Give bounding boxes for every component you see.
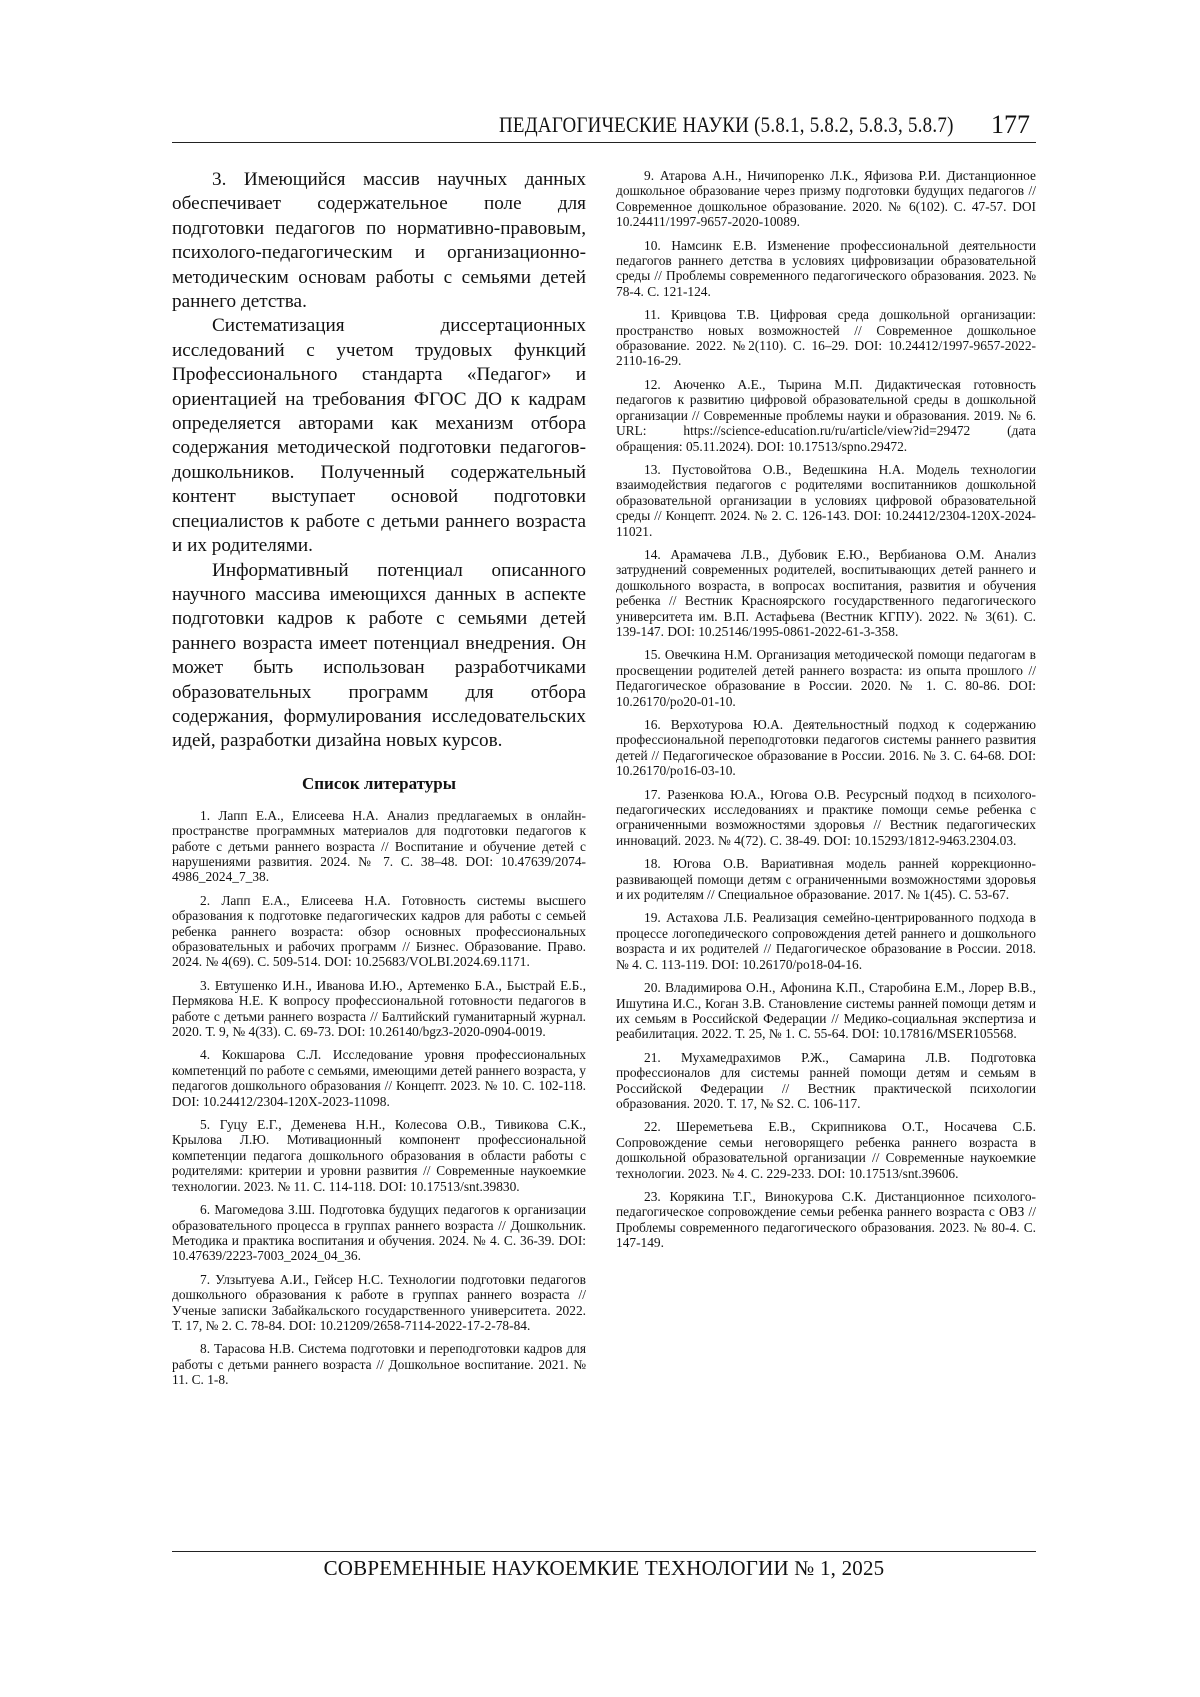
reference-item: 7. Улзытуева А.И., Гейсер Н.С. Технологии подготовки педагогов дошкольного образования к работе в группах раннего возраста // Ученые записки Забайкальского государственного университета. 2022. Т. 17, № 2. С. 78-84. DOI: 10.21209/2658-7114-2022-17-2-78-84. <box>172 1271 586 1333</box>
reference-item: 17. Разенкова Ю.А., Югова О.В. Ресурсный подход в психолого-педагогических исследованиях и практике помощи семье ребенка с ограниченными возможностями здоровья // Вестник педагогических инноваций. 2023. № 4(72). С. 38-49. DOI: 10.15293/1812-9463.2304.03. <box>616 786 1036 848</box>
reference-item: 19. Астахова Л.Б. Реализация семейно-центрированного подхода в процессе логопедического сопровождения детей раннего и дошкольного возраста и их родителей // Педагогическое образование в России. 2018. № 4. С. 113-119. DOI: 10.26170/po18-04-16. <box>616 910 1036 972</box>
reference-item: 6. Магомедова З.Ш. Подготовка будущих педагогов к организации образовательного процесса в группах раннего возраста // Дошкольник. Методика и практика воспитания и обучения. 2024. № 4. С. 36-39. DOI: 10.47639/2223-7003_2024_04_36. <box>172 1202 586 1264</box>
body-paragraph: Информативный потенциал описанного научного массива имеющихся данных в аспекте подготовки кадров к работе с семьями детей раннего возраста имеет потенциал внедрения. Он может быть использован разработчиками образовательных программ для отбора содержания, формулирования исследовательских идей, разработки дизайна новых курсов. <box>172 559 586 752</box>
reference-item: 13. Пустовойтова О.В., Ведешкина Н.А. Модель технологии взаимодействия педагогов с родителями воспитанников дошкольной образовательной организации в условиях цифровой образовательной среды // Концепт. 2024. № 2. С. 126-143. DOI: 10.24412/2304-120X-2024-11021. <box>616 461 1036 539</box>
running-header <box>172 108 1036 142</box>
reference-item: 4. Кокшарова С.Л. Исследование уровня профессиональных компетенций по работе с семьями, имеющими детей раннего возраста, у педагогов дошкольного образования // Концепт. 2023. № 10. С. 102-118. DOI: 10.24412/2304-120X-2023-11098. <box>172 1047 586 1109</box>
reference-item: 8. Тарасова Н.В. Система подготовки и переподготовки кадров для работы с детьми раннего возраста // Дошкольное воспитание. 2021. № 11. С. 1-8. <box>172 1341 586 1388</box>
reference-item: 11. Кривцова Т.В. Цифровая среда дошкольной организации: пространство новых возможностей // Современное дошкольное образование. 2022. №2(110). С. 16–29. DOI: 10.24412/1997-9657-2022-2110-16-29. <box>616 307 1036 369</box>
reference-item: 5. Гуцу Е.Г., Деменева Н.Н., Колесова О.В., Тивикова С.К., Крылова Л.Ю. Мотивационный компонент профессиональной компетенции педагога дошкольного образования в области работы с родителями: критерии и уровни развития // Современные наукоемкие технологии. 2023. № 11. С. 114-118. DOI: 10.17513/snt.39830. <box>172 1117 586 1194</box>
reference-item: 3. Евтушенко И.Н., Иванова И.Ю., Артеменко Б.А., Быстрай Е.Б., Пермякова Н.Е. К вопросу профессиональной готовности педагогов в работе с детьми раннего возраста // Балтийский гуманитарный журнал. 2020. Т. 9, № 4(33). С. 69-73. DOI: 10.26140/bgz3-2020-0904-0019. <box>172 977 586 1040</box>
reference-item: 9. Атарова А.Н., Ничипоренко Л.К., Яфизова Р.И. Дистанционное дошкольное образование через призму подготовки будущих педагогов // Современное дошкольное образование. 2020. № 6(102). С. 47-57. DOI 10.24411/1997-9657-2020-10089. <box>616 168 1036 230</box>
reference-item: 10. Намсинк Е.В. Изменение профессиональной деятельности педагогов раннего детства в условиях цифровизации образовательной среды // Проблемы современного педагогического образования. 2023. № 78-4. С. 121-124. <box>616 237 1036 299</box>
reference-item: 12. Аюченко А.Е., Тырина М.П. Дидактическая готовность педагогов к развитию цифровой образовательной среды в дошкольной организации // Современные проблемы науки и образования. 2019. № 6. URL: https://science-education.ru/ru/article/view?id=29472 (дата обращения: 05.11.2024). DOI: 10.17513/spno.29472. <box>616 376 1036 454</box>
reference-item: 18. Югова О.В. Вариативная модель ранней коррекционно-развивающей помощи детям с ограниченными возможностями здоровья и их родителям // Специальное образование. 2017. № 1(45). С. 53-67. <box>616 856 1036 903</box>
reference-item: 20. Владимирова О.Н., Афонина К.П., Старобина Е.М., Лорер В.В., Ишутина И.С., Коган З.В. Становление системы ранней помощи детям и их семьям в Российской Федерации // Медико-социальная экспертиза и реабилитация. 2022. Т. 25, № 1. С. 55-64. DOI: 10.17816/MSER105568. <box>616 980 1036 1042</box>
reference-item: 2. Лапп Е.А., Елисеева Н.А. Готовность системы высшего образования к подготовке педагогических кадров для работы с семьей ребенка раннего возраста: обзор основных профессиональных образовательных и рабочих программ // Бизнес. Образование. Право. 2024. № 4(69). С. 509-514. DOI: 10.25683/VOLBI.2024.69.1171. <box>172 892 586 970</box>
left-column <box>172 168 586 1396</box>
reference-item: 16. Верхотурова Ю.А. Деятельностный подход к содержанию профессиональной переподготовки педагогов системы раннего развития детей // Педагогическое образование в России. 2016. № 3. С. 64-68. DOI: 10.26170/po16-03-10. <box>616 717 1036 779</box>
reference-item: 1. Лапп Е.А., Елисеева Н.А. Анализ предлагаемых в онлайн-пространстве программных материалов для подготовки педагогов к работе с детьми раннего возраста // Воспитание и обучение детей с нарушениями развития. 2024. № 7. С. 38–48. DOI: 10.47639/2074-4986_2024_7_38. <box>172 807 586 885</box>
page-number: 177 <box>991 110 1030 139</box>
reference-item: 22. Шереметьева Е.В., Скрипникова О.Т., Носачева С.Б. Сопровождение семьи неговорящего ребенка раннего возраста в дошкольной образовательной организации // Современные наукоемкие технологии. 2023. № 4. С. 229-233. DOI: 10.17513/snt.39606. <box>616 1119 1036 1181</box>
body-paragraph: 3. Имеющийся массив научных данных обеспечивает содержательное поле для подготовки педагогов по нормативно-правовым, психолого-педагогическим и организационно-методическим основам работы с семьями детей раннего детства. <box>172 169 586 313</box>
reference-item: 14. Арамачева Л.В., Дубовик Е.Ю., Вербианова О.М. Анализ затруднений современных родителей, воспитывающих детей раннего и дошкольного возраста, в вопросах воспитания, развития и обучения ребенка // Вестник Красноярского государственного педагогического университета им. В.П. Астафьева (Вестник КГПУ). 2022. № 3(61). С. 139-147. DOI: 10.25146/1995-0861-2022-61-3-358. <box>616 546 1036 639</box>
references-heading: Список литературы <box>301 773 457 793</box>
running-footer: СОВРЕМЕННЫЕ НАУКОЕМКИЕ ТЕХНОЛОГИИ № 1, 2025 <box>323 1556 885 1580</box>
reference-item: 15. Овечкина Н.М. Организация методической помощи педагогам в просвещении родителей детей раннего возраста: из опыта прошлого // Педагогическое образование в России. 2020. № 1. С. 80-86. DOI: 10.26170/po20-01-10. <box>616 647 1036 709</box>
reference-item: 21. Мухамедрахимов Р.Ж., Самарина Л.В. Подготовка профессионалов для системы ранней помощи детям и семьям в Российской Федерации // Вестник практической психологии образования. 2020. Т. 17, № S2. С. 106-117. <box>616 1049 1036 1111</box>
footer-rule <box>172 1551 1036 1552</box>
right-column <box>616 168 1036 1259</box>
header-rule <box>172 142 1036 143</box>
journal-section-title: ПЕДАГОГИЧЕСКИЕ НАУКИ (5.8.1, 5.8.2, 5.8.3, 5.8.7) <box>499 112 954 137</box>
body-paragraph: Систематизация диссертационных исследований с учетом трудовых функций Профессионального стандарта «Педагог» и ориентацией на требования ФГОС ДО к кадрам определяется авторами как механизм отбора содержания методической подготовки педагогов-дошкольников. Полученный содержательный контент выступает основой подготовки специалистов к работе с детьми раннего возраста и их родителями. <box>172 315 586 557</box>
reference-item: 23. Корякина Т.Г., Винокурова С.К. Дистанционное психолого-педагогическое сопровождение семьи ребенка раннего возраста с ОВЗ // Проблемы современного педагогического образования. 2023. № 80-4. С. 147-149. <box>616 1188 1036 1251</box>
